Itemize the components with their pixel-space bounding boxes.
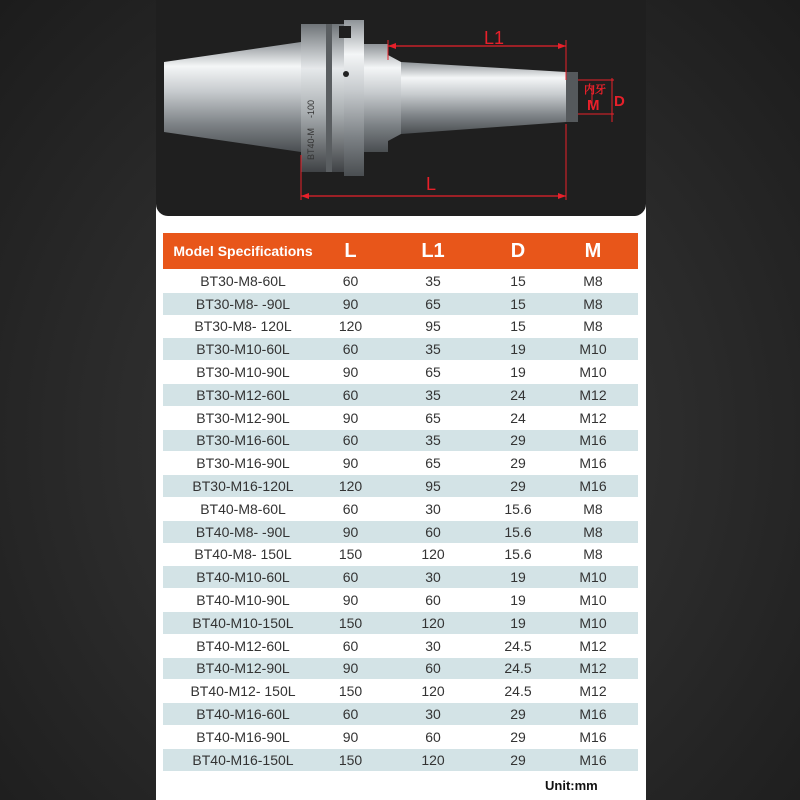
- table-row: [163, 475, 638, 497]
- cell-D: 24.5: [504, 637, 532, 654]
- cell-model: BT40-M12-90L: [196, 660, 290, 677]
- cell-model: BT40-M12- 150L: [190, 683, 296, 700]
- cell-M: M10: [579, 341, 607, 358]
- table-row: [163, 726, 638, 748]
- table-row: [163, 407, 638, 429]
- cell-D: 15.6: [504, 546, 532, 563]
- table-row: [163, 544, 638, 566]
- cell-L: 90: [342, 592, 359, 609]
- cell-M: M16: [579, 455, 607, 472]
- cell-L: 90: [342, 523, 359, 540]
- cell-M: M10: [579, 592, 607, 609]
- cell-L: 60: [342, 500, 359, 517]
- cell-model: BT40-M8- -90L: [195, 523, 291, 540]
- cell-M: M8: [583, 295, 603, 312]
- cell-L1: 35: [425, 341, 441, 358]
- cell-L1: 60: [425, 660, 441, 677]
- cell-L1: 120: [421, 546, 445, 563]
- cell-M: M8: [583, 272, 603, 289]
- cell-M: M8: [583, 500, 603, 517]
- table-row: [163, 338, 638, 360]
- dimension-label-L1: L1: [484, 28, 505, 48]
- cell-L1: 65: [425, 409, 441, 426]
- cell-L1: 35: [425, 272, 441, 289]
- cell-L: 90: [342, 728, 359, 745]
- cell-D: 29: [510, 728, 526, 745]
- cell-L1: 65: [425, 455, 441, 472]
- cell-M: M12: [579, 386, 607, 403]
- cell-model: BT30-M12-60L: [196, 386, 290, 403]
- cell-L1: 120: [421, 614, 445, 631]
- cell-L: 150: [338, 683, 363, 700]
- cell-D: 29: [510, 751, 526, 768]
- cell-model: BT40-M16-60L: [196, 706, 290, 723]
- cell-L1: 60: [425, 592, 441, 609]
- tool-holder-drawing: [156, 0, 646, 216]
- cell-L1: 95: [425, 318, 441, 335]
- table-row: [163, 612, 638, 634]
- cell-L1: 35: [425, 432, 441, 449]
- header-M: M: [584, 239, 602, 262]
- table-row: [163, 703, 638, 725]
- cell-L1: 65: [425, 364, 441, 381]
- extension-shaft: [401, 62, 566, 134]
- cell-M: M16: [579, 728, 607, 745]
- cell-L: 150: [338, 751, 363, 768]
- table-row: [163, 270, 638, 292]
- cell-model: BT40-M12-60L: [196, 637, 290, 654]
- table-header: [163, 233, 638, 269]
- cell-L: 90: [342, 660, 359, 677]
- cell-model: BT30-M16-120L: [192, 478, 294, 495]
- table-row: [163, 316, 638, 338]
- header-L: L: [344, 239, 357, 262]
- cell-L: 150: [338, 614, 363, 631]
- cell-M: M12: [579, 409, 607, 426]
- table-row: [163, 384, 638, 406]
- cell-D: 15: [510, 272, 526, 289]
- cell-model: BT30-M12-90L: [196, 409, 290, 426]
- table-row: [163, 498, 638, 520]
- cell-L: 150: [338, 546, 363, 563]
- header-D: D: [510, 239, 526, 262]
- cell-M: M10: [579, 569, 607, 586]
- table-row: [163, 293, 638, 315]
- cell-L: 120: [338, 318, 363, 335]
- cell-L1: 30: [425, 569, 441, 586]
- cell-model: BT40-M16-90L: [196, 728, 290, 745]
- cell-M: M12: [579, 637, 607, 654]
- table-row: [163, 658, 638, 680]
- cell-M: M16: [579, 478, 607, 495]
- table-row: [163, 521, 638, 543]
- table-row: [163, 361, 638, 383]
- cell-L: 60: [342, 637, 359, 654]
- header-L1: L1: [421, 239, 445, 262]
- cell-D: 19: [510, 592, 526, 609]
- taper-cone: [164, 42, 301, 152]
- cell-D: 24.5: [504, 660, 532, 677]
- table-row: [163, 680, 638, 702]
- cell-M: M12: [579, 660, 607, 677]
- header-model: Model Specifications: [173, 243, 313, 259]
- cell-M: M16: [579, 751, 607, 768]
- cell-D: 24: [510, 386, 526, 403]
- cell-L: 60: [342, 569, 359, 586]
- cell-model: BT40-M8- 150L: [194, 546, 292, 563]
- cell-L: 60: [342, 386, 359, 403]
- cell-D: 19: [510, 614, 526, 631]
- cell-L1: 95: [425, 478, 441, 495]
- cell-D: 15.6: [504, 500, 532, 517]
- cell-M: M8: [583, 523, 603, 540]
- cell-model: BT40-M16-150L: [192, 751, 294, 768]
- engraving-text: BT40-M -100: [306, 99, 316, 160]
- table-row: [163, 430, 638, 452]
- cell-M: M16: [579, 706, 607, 723]
- cell-model: BT30-M8-60L: [200, 272, 286, 289]
- cell-L1: 30: [425, 706, 441, 723]
- cell-D: 19: [510, 569, 526, 586]
- cell-D: 29: [510, 432, 526, 449]
- cell-L: 90: [342, 364, 359, 381]
- cell-D: 29: [510, 478, 526, 495]
- cell-model: BT30-M8- 120L: [194, 318, 292, 335]
- table-row: [163, 452, 638, 474]
- cell-model: BT40-M10-150L: [192, 614, 294, 631]
- cell-L: 60: [342, 432, 359, 449]
- cell-L: 90: [342, 295, 359, 312]
- cell-model: BT30-M10-60L: [196, 341, 290, 358]
- table-row: [163, 566, 638, 588]
- cell-D: 15: [510, 318, 526, 335]
- cell-D: 24.5: [504, 683, 532, 700]
- cell-M: M10: [579, 364, 607, 381]
- cell-L1: 120: [421, 683, 445, 700]
- table-row: [163, 589, 638, 611]
- cell-model: BT30-M16-60L: [196, 432, 290, 449]
- product-drawing: [156, 0, 646, 216]
- cell-L1: 60: [425, 523, 441, 540]
- spec-table: [163, 233, 638, 771]
- dimension-label-L: L: [426, 174, 437, 194]
- cell-M: M8: [583, 318, 603, 335]
- cell-model: BT40-M10-60L: [196, 569, 290, 586]
- cell-L: 60: [342, 706, 359, 723]
- cell-model: BT40-M8-60L: [200, 500, 286, 517]
- cell-L: 90: [342, 409, 359, 426]
- dimension-label-M: M: [587, 97, 600, 114]
- thread-label: 内牙: [584, 83, 606, 96]
- cell-L: 60: [342, 272, 359, 289]
- cell-model: BT30-M10-90L: [196, 364, 290, 381]
- cell-M: M16: [579, 432, 607, 449]
- cell-D: 15.6: [504, 523, 532, 540]
- table-row: [163, 749, 638, 771]
- cell-L1: 65: [425, 295, 441, 312]
- cell-L: 120: [338, 478, 363, 495]
- cell-L: 90: [342, 455, 359, 472]
- cell-D: 19: [510, 364, 526, 381]
- table-body: [163, 270, 638, 771]
- cell-D: 15: [510, 295, 526, 312]
- unit-label: Unit:mm: [545, 778, 598, 793]
- cell-M: M8: [583, 546, 603, 563]
- cell-model: BT30-M16-90L: [196, 455, 290, 472]
- cell-model: BT40-M10-90L: [196, 592, 290, 609]
- cell-D: 29: [510, 706, 526, 723]
- neck: [364, 44, 401, 152]
- cell-L1: 120: [421, 751, 445, 768]
- cell-D: 24: [510, 409, 526, 426]
- cell-L: 60: [342, 341, 359, 358]
- cell-L1: 35: [425, 386, 441, 403]
- cell-D: 19: [510, 341, 526, 358]
- cell-M: M12: [579, 683, 607, 700]
- cell-L1: 30: [425, 500, 441, 517]
- cell-D: 29: [510, 455, 526, 472]
- cell-M: M10: [579, 614, 607, 631]
- table-row: [163, 635, 638, 657]
- cell-model: BT30-M8- -90L: [195, 295, 291, 312]
- cell-L1: 60: [425, 728, 441, 745]
- dimension-label-D: D: [614, 93, 625, 110]
- cell-L1: 30: [425, 637, 441, 654]
